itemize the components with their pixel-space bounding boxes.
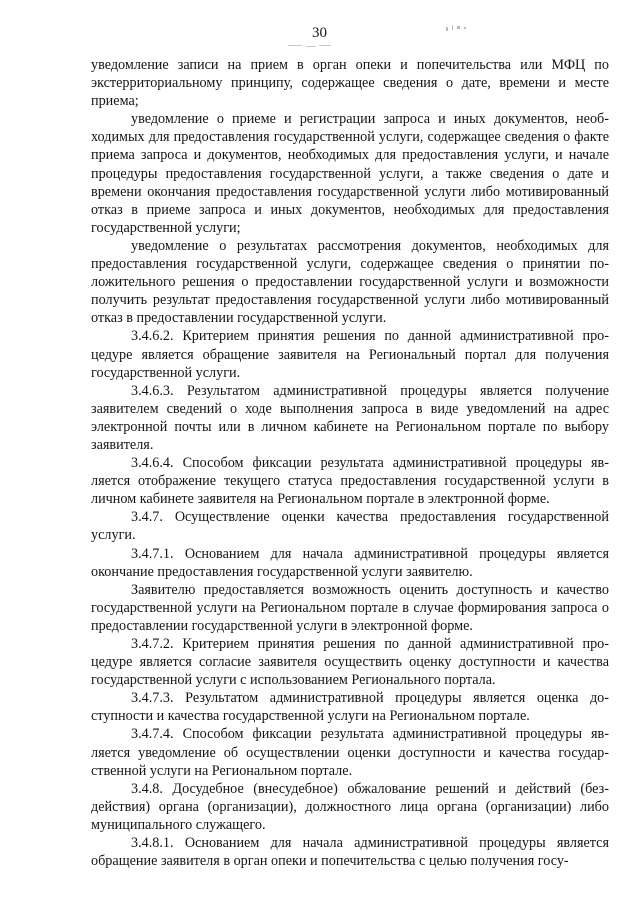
paragraph: 3.4.8.1. Основанием для начала административной процедуры является обращение заявителя в орган опеки и попечительства с целью получения госу- xyxy=(91,835,609,870)
page-number: 30 xyxy=(312,25,327,41)
paragraph: уведомление о приеме и регистрации запроса и иных документов, необходимых для предоставления государственной услуги, содержащее сведения о факте приема запроса и документов, необходимых для предоставления услуги, и начале процедуры предоставления государственной услуги, а также сведения о дате и времени окончания предоставления государственной услуги либо мотивированный отказ в приеме запроса и иных документов, необходимых для предоставления государственной услуги; xyxy=(91,111,609,236)
document-body xyxy=(91,56,609,870)
paragraph: уведомление записи на прием в орган опеки и попечительства или МФЦ по экстерриториальному принципу, содержащее сведения о дате, времени и месте приема; xyxy=(91,57,609,110)
paragraph: 3.4.7.1. Основанием для начала административной процедуры является окончание предоставления государственной услуги заявителю. xyxy=(91,545,609,580)
paragraph: 3.4.6.2. Критерием принятия решения по данной административной процедуре является обращение заявителя на Региональный портал для получения государственной услуги. xyxy=(91,328,609,381)
paragraph: 3.4.7.4. Способом фиксации результата административной процедуры является уведомление об осуществлении оценки доступности и качества государственной услуги на Региональном портале. xyxy=(91,726,609,779)
scan-artifact xyxy=(288,44,332,48)
paragraph: Заявителю предоставляется возможность оценить доступность и качество государственной услуги на Региональном портале в случае формирования запроса о предоставлении государственной услуги в электронной форме. xyxy=(91,581,609,634)
paragraph: 3.4.8. Досудебное (внесудебное) обжалование решений и действий (бездействия) органа (организации), должностного лица органа (организации) либо муниципального служащего. xyxy=(91,780,609,833)
paragraph: 3.4.6.3. Результатом административной процедуры является получение заявителем сведений о ходе выполнения запроса в виде уведомлений на адрес электронной почты или в личном кабинете на Региональном портале по выбору заявителя. xyxy=(91,382,609,453)
paragraph: 3.4.7.2. Критерием принятия решения по данной административной процедуре является согласие заявителя осуществить оценку доступности и качества государственной услуги с использованием Регионального портала. xyxy=(91,636,609,689)
paragraph: уведомление о результатах рассмотрения документов, необходимых для предоставления государственной услуги, содержащее сведения о принятии положительного решения о предоставлении государственной услуги и возможности получить результат предоставления государственной услуги либо мотивированный отказ в предоставлении государственной услуги. xyxy=(91,237,609,327)
paragraph: 3.4.6.4. Способом фиксации результата административной процедуры является отображение текущего статуса предоставления государственной услуги в личном кабинете заявителя на Региональном портале в электронной форме. xyxy=(91,455,609,508)
paragraph: 3.4.7. Осуществление оценки качества предоставления государственной услуги. xyxy=(91,509,609,544)
paragraph: 3.4.7.3. Результатом административной процедуры является оценка доступности и качества государственной услуги на Региональном портале. xyxy=(91,690,609,725)
